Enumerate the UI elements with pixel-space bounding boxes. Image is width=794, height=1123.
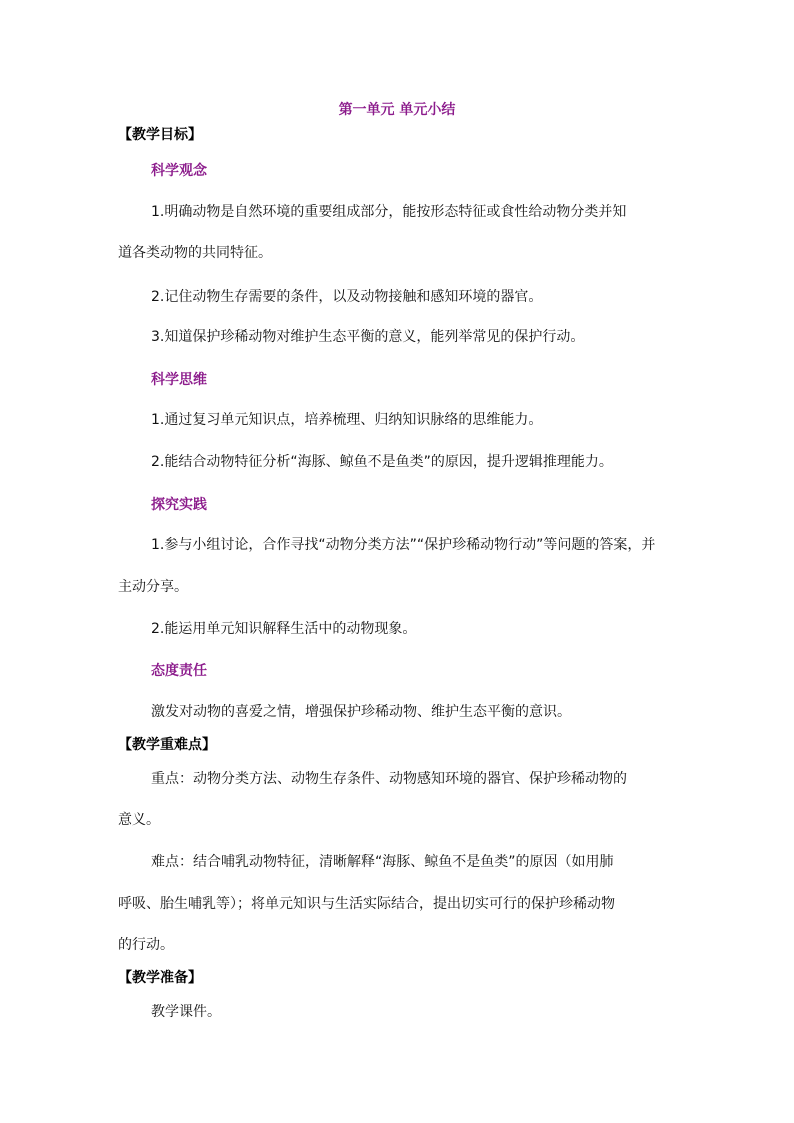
inquiry-practice-item1-line1: 1.参与小组讨论，合作寻找“动物分类方法”“保护珍稀动物行动”等问题的答案，并 [151,537,656,553]
preparation-text: 教学课件。 [151,1004,221,1020]
difficult-point-line1: 难点：结合哺乳动物特征，清晰解释“海豚、鲸鱼不是鱼类”的原因（如用肺 [151,854,614,870]
science-thinking-item2: 2.能结合动物特征分析“海豚、鲸鱼不是鱼类”的原因，提升逻辑推理能力。 [151,454,613,470]
attitude-text: 激发对动物的喜爱之情，增强保护珍稀动物、维护生态平衡的意识。 [151,704,571,720]
science-thinking-heading: 科学思维 [151,372,207,388]
science-concept-item1-line2: 道各类动物的共同特征。 [118,245,272,261]
science-thinking-item1: 1.通过复习单元知识点，培养梳理、归纳知识脉络的思维能力。 [151,412,543,428]
science-concept-item2: 2.记住动物生存需要的条件，以及动物接触和感知环境的器官。 [151,289,543,305]
inquiry-practice-item1-line2: 主动分享。 [118,579,188,595]
attitude-heading: 态度责任 [151,663,207,679]
key-point-line1: 重点：动物分类方法、动物生存条件、动物感知环境的器官、保护珍稀动物的 [151,771,627,787]
key-point-line2: 意义。 [118,812,160,828]
difficult-point-line2: 呼吸、胎生哺乳等）；将单元知识与生活实际结合，提出切实可行的保护珍稀动物 [118,896,615,912]
key-points-heading: 【教学重难点】 [118,737,216,753]
difficult-point-line3: 的行动。 [118,937,174,953]
science-concept-heading: 科学观念 [151,163,207,179]
document-title: 第一单元 单元小结 [338,102,456,118]
objectives-heading: 【教学目标】 [118,127,202,143]
inquiry-practice-item2: 2.能运用单元知识解释生活中的动物现象。 [151,621,417,637]
preparation-heading: 【教学准备】 [118,970,202,986]
science-concept-item3: 3.知道保护珍稀动物对维护生态平衡的意义，能列举常见的保护行动。 [151,329,585,345]
science-concept-item1-line1: 1.明确动物是自然环境的重要组成部分，能按形态特征或食性给动物分类并知 [151,204,627,220]
inquiry-practice-heading: 探究实践 [151,497,207,513]
